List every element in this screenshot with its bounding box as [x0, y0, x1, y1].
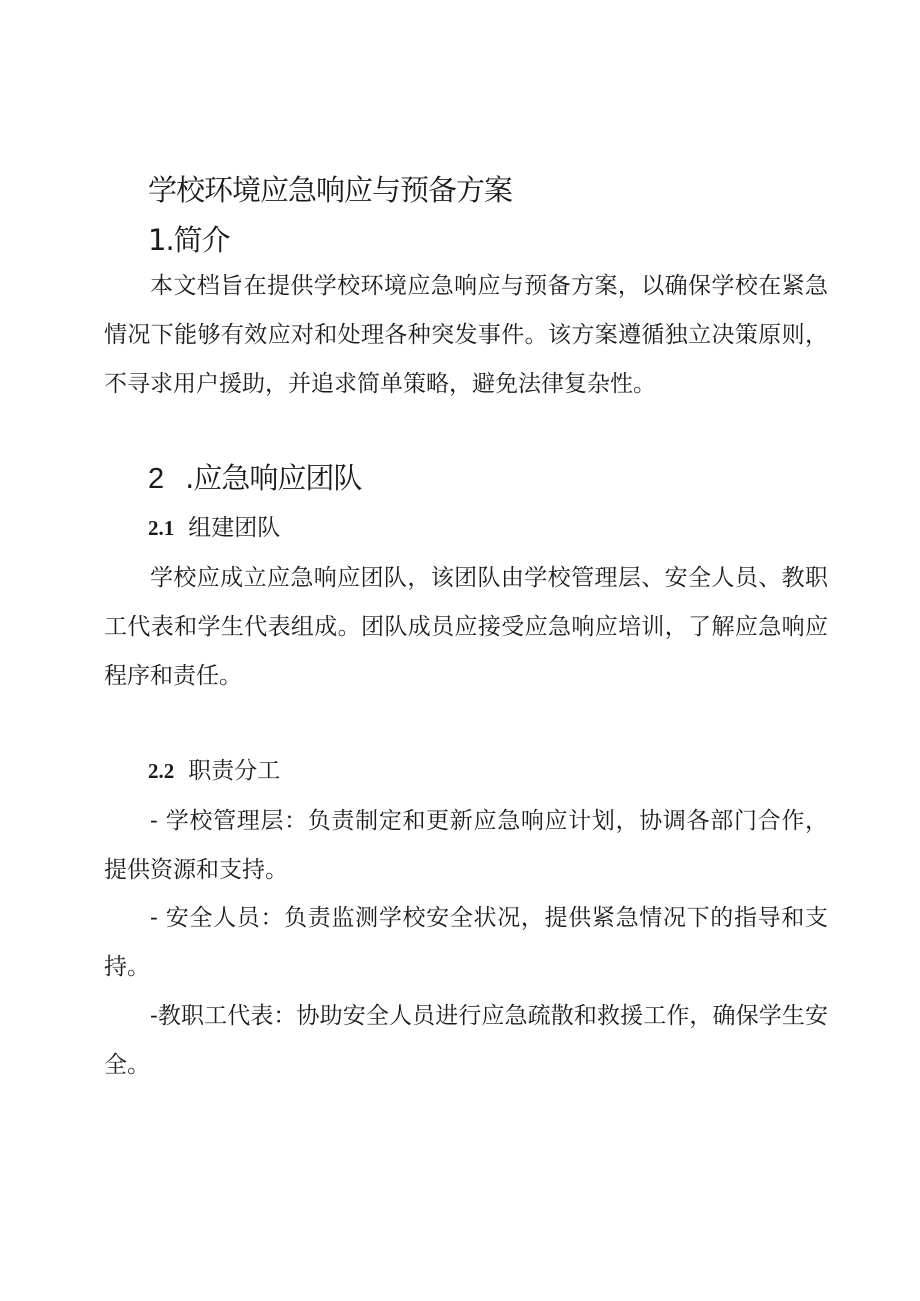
section-1-heading: 1.简介 — [148, 223, 230, 257]
section-2-title: .应急响应团队 — [185, 461, 362, 495]
duty-item-staff: -教职工代表：协助安全人员进行应急疏散和救援工作，确保学生安全。 — [104, 1003, 828, 1078]
subsection-2-1-heading — [148, 512, 280, 544]
subsection-2-2-heading — [148, 755, 280, 787]
duty-item-management: - 学校管理层：负责制定和更新应急响应计划，协调各部门合作，提供资源和支持。 — [104, 808, 828, 883]
document-title: 学校环境应急响应与预备方案 — [148, 173, 513, 207]
section-2-number: 2 — [148, 463, 164, 495]
section-1-paragraph: 本文档旨在提供学校环境应急响应与预备方案，以确保学校在紧急情况下能够有效应对和处理各种突发事件。该方案遵循独立决策原则，不寻求用户援助，并追求简单策略，避免法律复杂性。 — [104, 273, 828, 397]
subsection-2-1-number: 2.1 — [148, 516, 175, 540]
section-2-heading — [148, 458, 361, 499]
subsection-2-2-title: 职责分工 — [188, 758, 281, 784]
subsection-2-2-number: 2.2 — [148, 759, 175, 783]
duty-item-security: - 安全人员：负责监测学校安全状况，提供紧急情况下的指导和支持。 — [104, 905, 828, 980]
subsection-2-1-title: 组建团队 — [188, 515, 281, 541]
subsection-2-1-paragraph: 学校应成立应急响应团队，该团队由学校管理层、安全人员、教职工代表和学生代表组成。团队成员应接受应急响应培训，了解应急响应程序和责任。 — [104, 565, 828, 689]
